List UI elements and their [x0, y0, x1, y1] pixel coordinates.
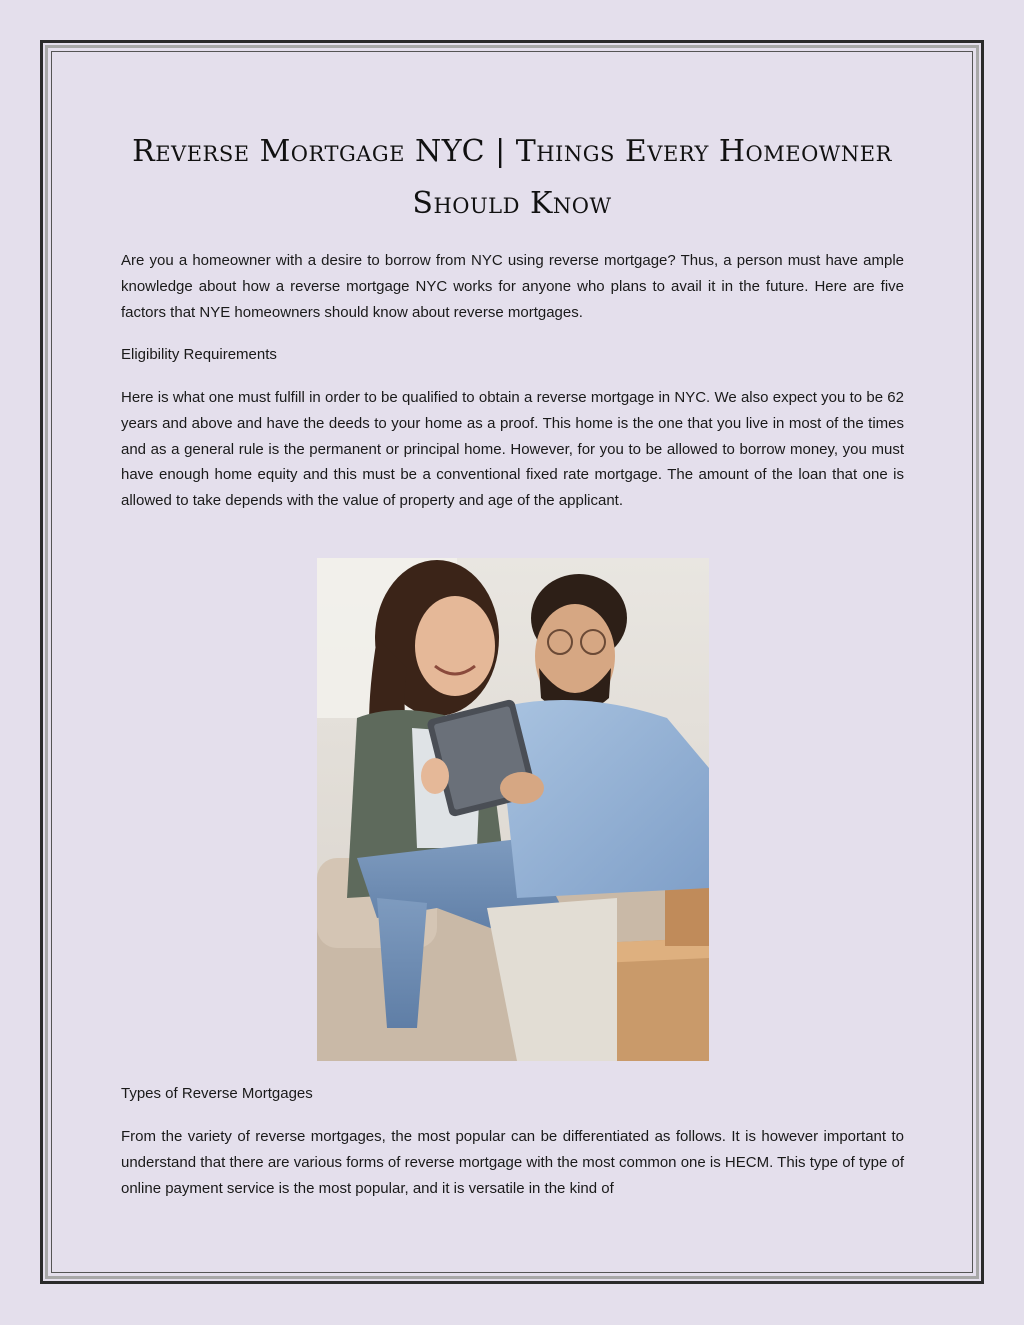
types-paragraph: From the variety of reverse mortgages, the most popular can be differentiated as follows. It is however important to understand that there are various forms of reverse mortgage with the most common one is HECM. This type of type of online payment service is the most popular, and it is versatile in the kind of	[121, 1128, 904, 1197]
section-heading-types: Types of Reverse Mortgages	[121, 1085, 313, 1102]
document-title: Reverse Mortgage NYC | Things Every Homeowner Should Know	[132, 134, 892, 221]
photo-illustration	[317, 558, 709, 1061]
section-heading-eligibility: Eligibility Requirements	[121, 346, 277, 363]
couple-with-tablet-photo	[317, 558, 709, 1061]
intro-paragraph: Are you a homeowner with a desire to borrow from NYC using reverse mortgage? Thus, a person must have ample knowledge about how a reverse mortgage NYC works for anyone who plans to avail it in the future. Here are five factors that NYE homeowners should know about reverse mortgages.	[121, 252, 904, 321]
eligibility-paragraph: Here is what one must fulfill in order to be qualified to obtain a reverse mortgage in NYC. We also expect you to be 62 years and above and have the deeds to your home as a proof. This home is the one that you live in most of the times and as a general rule is the permanent or principal home. However, for you to be allowed to borrow money, you must have enough home equity and this must be a conventional fixed rate mortgage. The amount of the loan that one is allowed to take depends with the value of property and age of the applicant.	[121, 389, 904, 510]
